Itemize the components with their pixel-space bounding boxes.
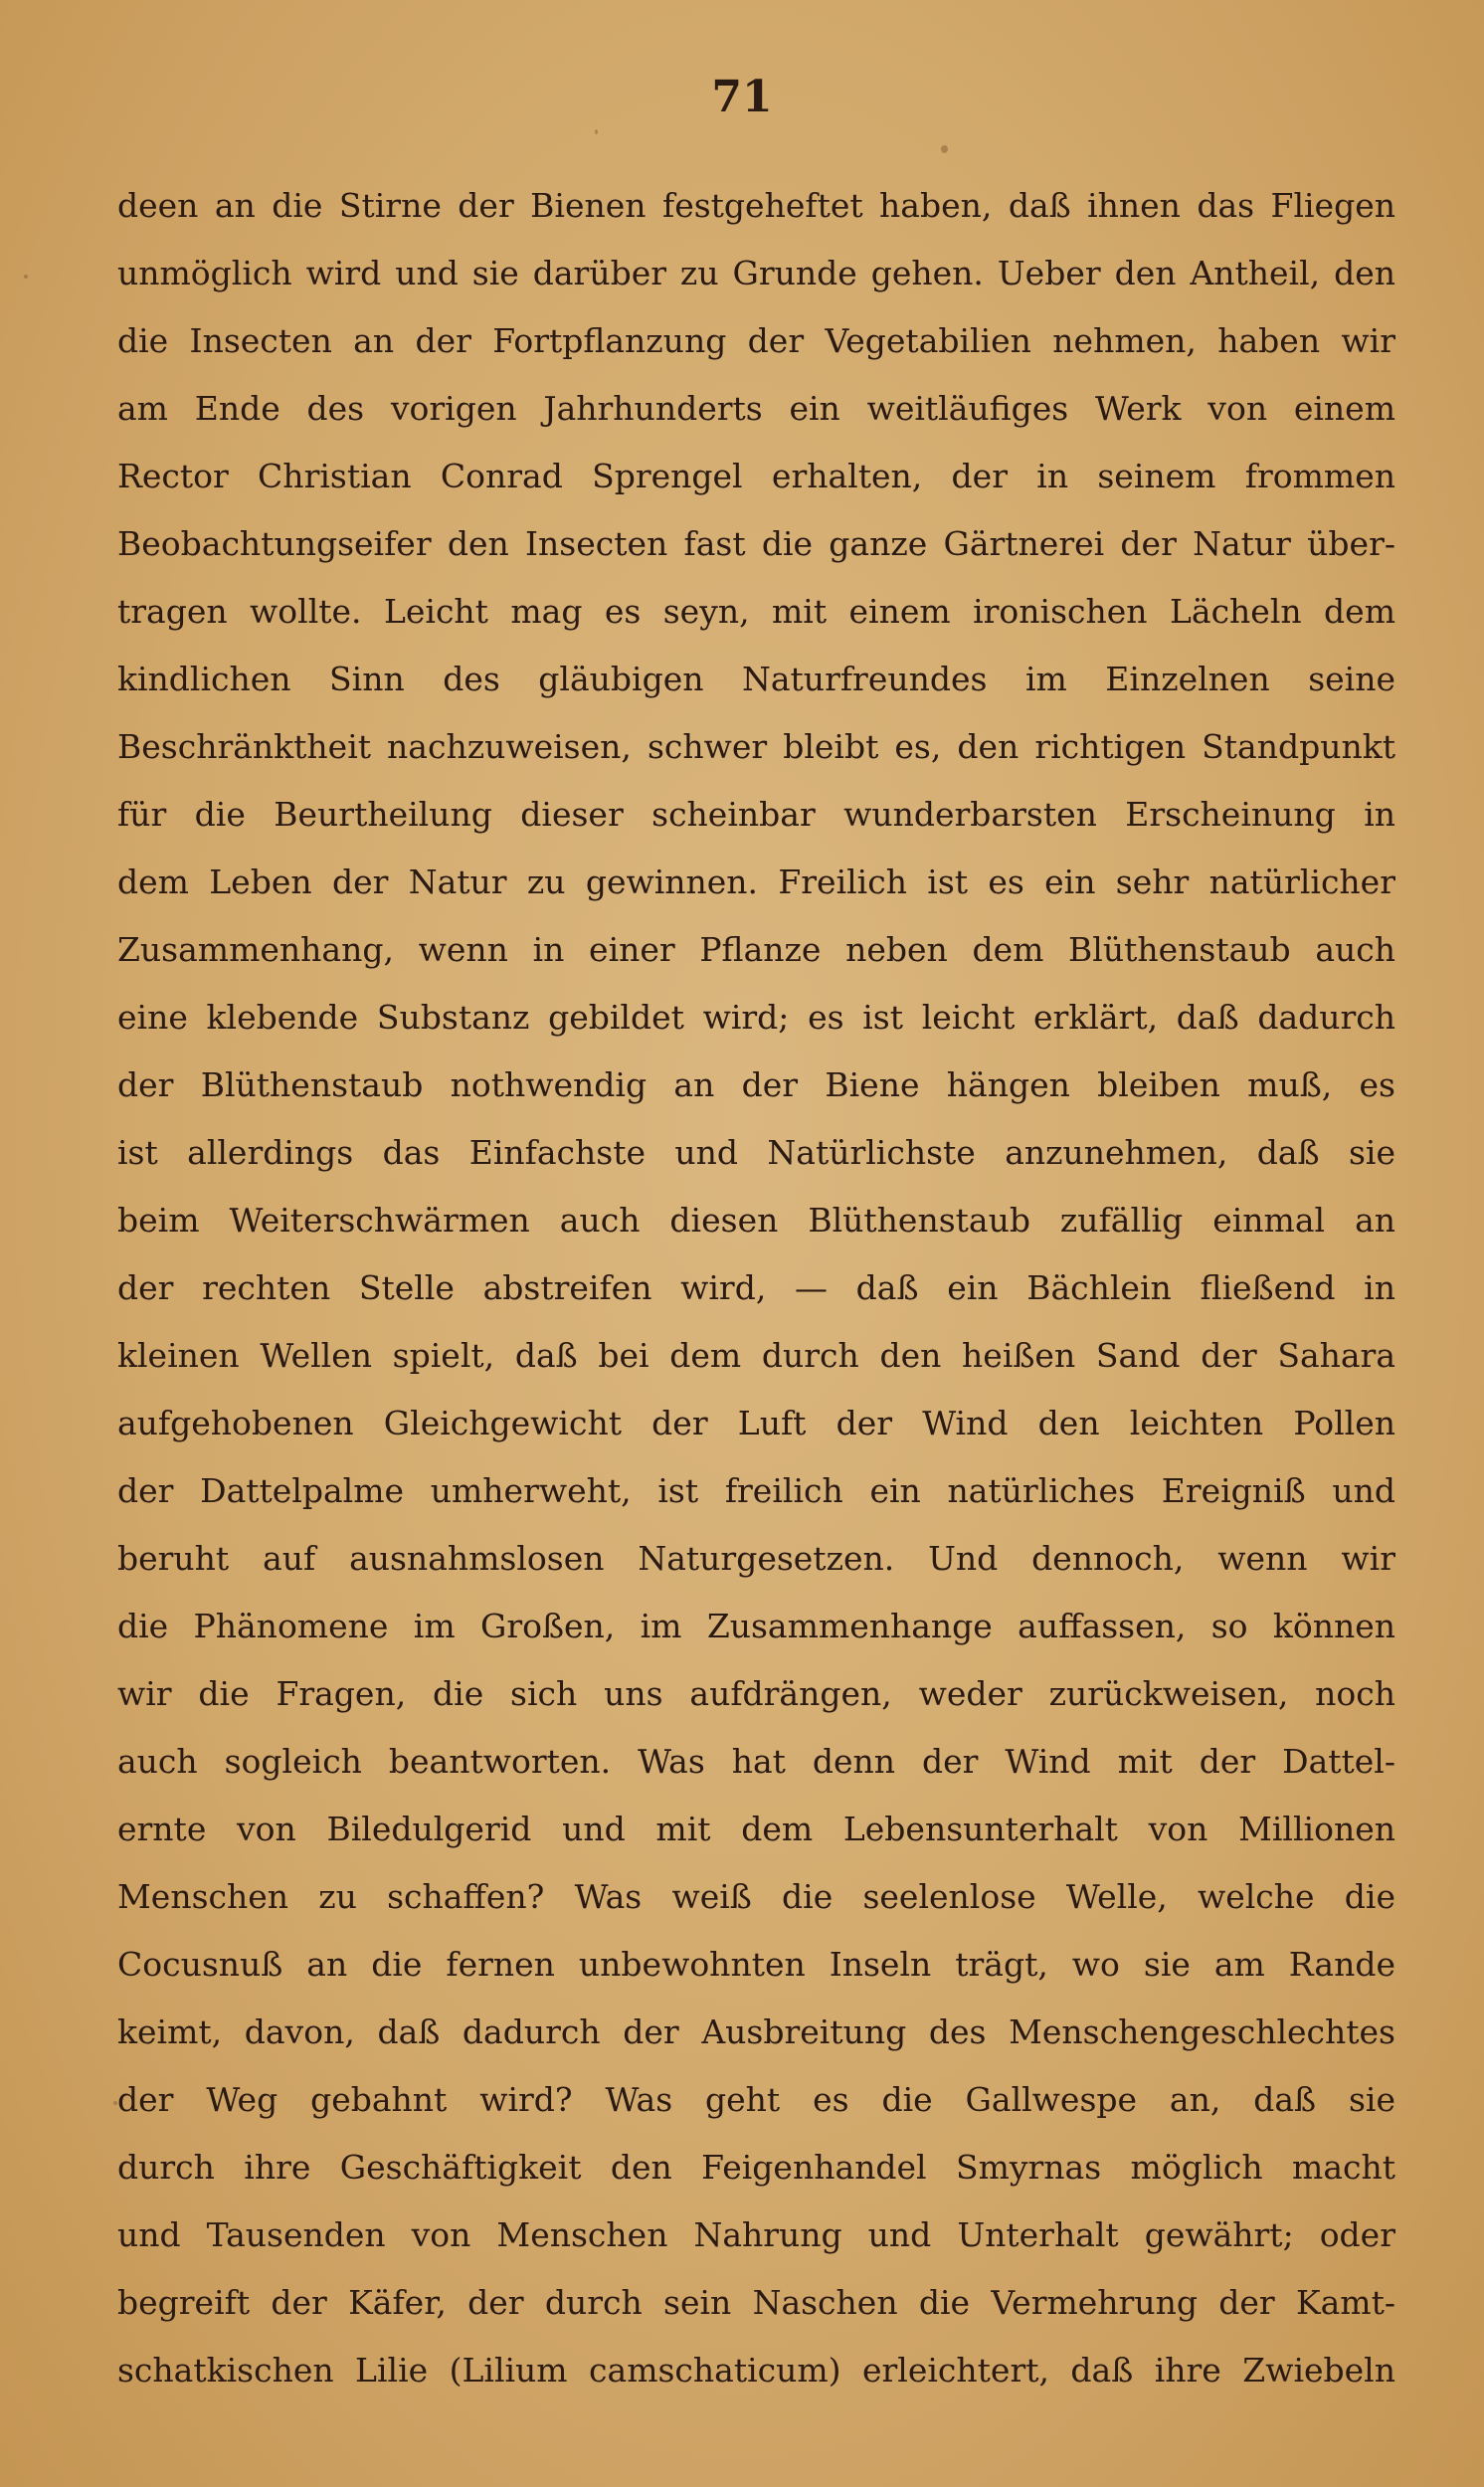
paper-speck <box>595 129 598 134</box>
text-line: für die Beurtheilung dieser scheinbar wunderbarsten Erscheinung in <box>117 795 1395 834</box>
text-line: Zusammenhang, wenn in einer Pflanze neben dem Blüthenstaub auch <box>117 930 1395 969</box>
body-text <box>117 172 1395 2404</box>
text-line: kindlichen Sinn des gläubigen Naturfreundes im Einzelnen seine <box>117 660 1395 698</box>
page-number: 71 <box>711 72 773 122</box>
text-line: der Weg gebahnt wird? Was geht es die Gallwespe an, daß sie <box>117 2080 1395 2119</box>
text-line: tragen wollte. Leicht mag es seyn, mit einem ironischen Lächeln dem <box>117 592 1395 631</box>
text-line: durch ihre Geschäftigkeit den Feigenhandel Smyrnas möglich macht <box>117 2148 1395 2187</box>
paper-speck <box>24 275 28 279</box>
text-line: Beschränktheit nachzuweisen, schwer bleibt es, den richtigen Standpunkt <box>117 727 1395 766</box>
text-line: die Insecten an der Fortpflanzung der Vegetabilien nehmen, haben wir <box>117 321 1395 360</box>
text-line: beruht auf ausnahmslosen Naturgesetzen. Und dennoch, wenn wir <box>117 1539 1395 1578</box>
text-line: deen an die Stirne der Bienen festgeheftet haben, daß ihnen das Fliegen <box>117 186 1395 225</box>
text-line: dem Leben der Natur zu gewinnen. Freilich ist es ein sehr natürlicher <box>117 862 1395 901</box>
text-line: unmöglich wird und sie darüber zu Grunde gehen. Ueber den Antheil, den <box>117 254 1395 292</box>
text-line: und Tausenden von Menschen Nahrung und Unterhalt gewährt; oder <box>117 2215 1395 2254</box>
text-line: Beobachtungseifer den Insecten fast die ganze Gärtnerei der Natur über- <box>117 524 1395 563</box>
text-line: ernte von Biledulgerid und mit dem Lebensunterhalt von Millionen <box>117 1810 1395 1848</box>
text-line: beim Weiterschwärmen auch diesen Blüthenstaub zufällig einmal an <box>117 1201 1395 1240</box>
text-line: Menschen zu schaffen? Was weiß die seelenlose Welle, welche die <box>117 1877 1395 1916</box>
text-line: aufgehobenen Gleichgewicht der Luft der Wind den leichten Pollen <box>117 1404 1395 1442</box>
text-line: kleinen Wellen spielt, daß bei dem durch den heißen Sand der Sahara <box>117 1336 1395 1375</box>
text-line: auch sogleich beantworten. Was hat denn der Wind mit der Dattel- <box>117 1742 1395 1781</box>
text-line: Cocusnuß an die fernen unbewohnten Inseln trägt, wo sie am Rande <box>117 1945 1395 1984</box>
text-line: keimt, davon, daß dadurch der Ausbreitung des Menschengeschlechtes <box>117 2012 1395 2051</box>
text-line: eine klebende Substanz gebildet wird; es ist leicht erklärt, daß dadurch <box>117 998 1395 1037</box>
text-line: der Dattelpalme umherweht, ist freilich ein natürliches Ereigniß und <box>117 1471 1395 1510</box>
text-line: der Blüthenstaub nothwendig an der Biene hängen bleiben muß, es <box>117 1065 1395 1104</box>
paper-speck <box>941 145 948 153</box>
text-line: der rechten Stelle abstreifen wird, — daß ein Bächlein fließend in <box>117 1268 1395 1307</box>
text-line: die Phänomene im Großen, im Zusammenhange auffassen, so können <box>117 1607 1395 1645</box>
text-line: schatkischen Lilie (Lilium camschaticum) erleichtert, daß ihre Zwiebeln <box>117 2351 1395 2390</box>
text-line: Rector Christian Conrad Sprengel erhalten, der in seinem frommen <box>117 457 1395 495</box>
text-line: wir die Fragen, die sich uns aufdrängen, weder zurückweisen, noch <box>117 1674 1395 1713</box>
text-line: am Ende des vorigen Jahrhunderts ein weitläufiges Werk von einem <box>117 389 1395 428</box>
text-line: ist allerdings das Einfachste und Natürlichste anzunehmen, daß sie <box>117 1133 1395 1172</box>
text-line: begreift der Käfer, der durch sein Naschen die Vermehrung der Kamt- <box>117 2283 1395 2322</box>
